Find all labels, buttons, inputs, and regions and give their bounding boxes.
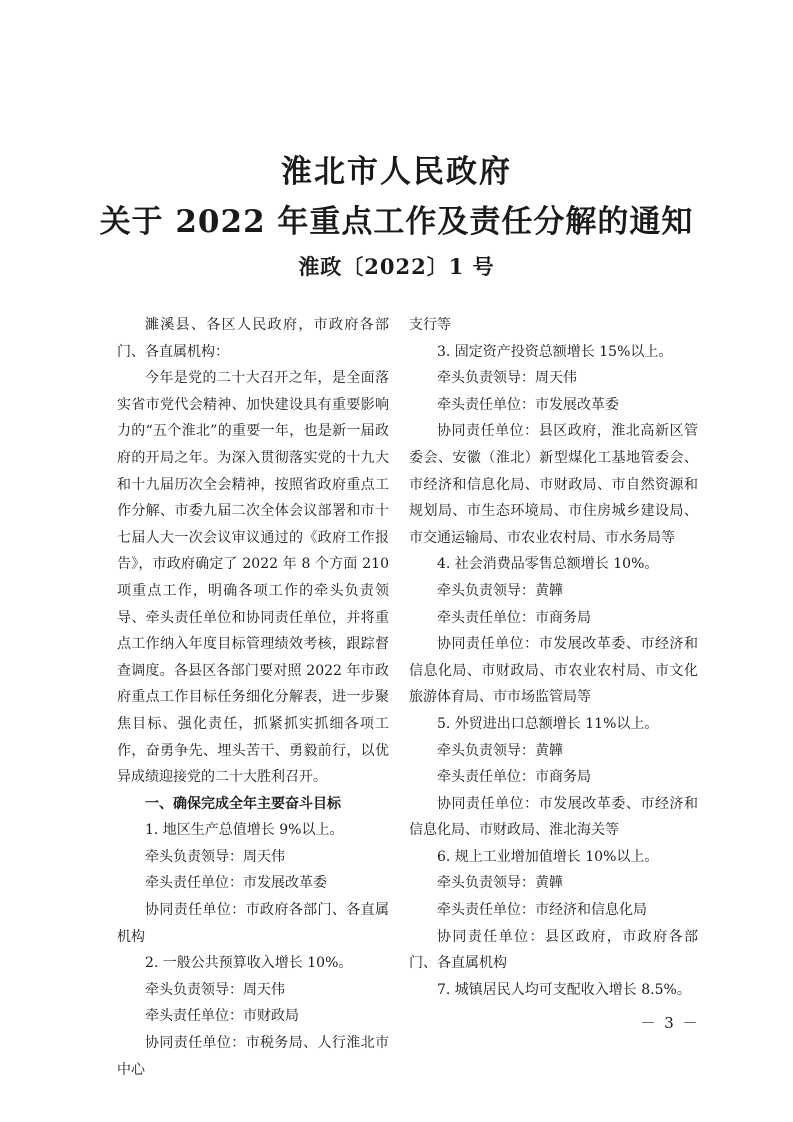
paragraph: 协同责任单位：市政府各部门、各直属机构 bbox=[117, 902, 389, 945]
paragraph: 协同责任单位：县区政府，淮北高新区管委会、安徽（淮北）新型煤化工基地管委会、市经济和信息化局、市财政局、市自然资源和规划局、市生态环境局、市住房城乡建设局、市交通运输局、市农业农村局、市水务局等 bbox=[409, 423, 698, 546]
paragraph: 牵头负责领导：周天伟 bbox=[437, 370, 577, 387]
paragraph: 协同责任单位：市发展改革委、市经济和信息化局、市财政局、市农业农村局、市文化旅游体育局、市市场监管局等 bbox=[409, 636, 698, 706]
paragraph: 牵头责任单位：市商务局 bbox=[437, 609, 591, 626]
paragraph: 5. 外贸进出口总额增长 11%以上。 bbox=[437, 715, 659, 732]
paragraph: 协同责任单位：市税务局、人行淮北市中心 bbox=[117, 1035, 389, 1078]
paragraph: 牵头责任单位：市发展改革委 bbox=[437, 396, 619, 413]
paragraph: 牵头负责领导：黄韡 bbox=[437, 582, 563, 599]
section-heading: 一、确保完成全年主要奋斗目标 bbox=[145, 795, 341, 812]
paragraph: 6. 规上工业增加值增长 10%以上。 bbox=[437, 848, 659, 865]
right-text-column bbox=[409, 312, 698, 1003]
document-title-subject: 关于 2022 年重点工作及责任分解的通知 bbox=[99, 204, 694, 240]
paragraph: 7. 城镇居民人均可支配收入增长 8.5%。 bbox=[437, 981, 691, 998]
paragraph: 1. 地区生产总值增长 9%以上。 bbox=[145, 822, 344, 839]
paragraph: 2. 一般公共预算收入增长 10%。 bbox=[145, 955, 353, 972]
paragraph: 今年是党的二十大召开之年，是全面落实省市党代会精神、加快建设具有重要影响力的“五个淮北”的重要一年，也是新一届政府的开局之年。为深入贯彻落实党的十九大和十九届历次全会精神，按照省政府重点工作分解、市委九届二次全体会议部署和市十七届人大一次会议审议通过的《政府工作报告》，市政府确定了 2022 年 8 个方面 210 项重点工作，明确各项工作的牵头负责领导、牵头责任单位和协同责任单位，并将重点工作纳入年度目标管理绩效考核，跟踪督查调度。各县区各部门要对照 2022 年市政府重点工作目标任务细化分解表，进一步聚焦目标、强化责任，抓紧抓实抓细各项工作，奋勇争先、埋头苦干、勇毅前行，以优异成绩迎接党的二十大胜利召开。 bbox=[117, 370, 389, 786]
document-number: 淮政〔2022〕1 号 bbox=[298, 254, 495, 279]
document-title-issuer: 淮北市人民政府 bbox=[281, 154, 512, 190]
paragraph: 牵头责任单位：市财政局 bbox=[145, 1008, 299, 1025]
left-text-column bbox=[117, 312, 389, 1083]
paragraph: 牵头责任单位：市发展改革委 bbox=[145, 875, 327, 892]
paragraph: 牵头责任单位：市商务局 bbox=[437, 769, 591, 786]
page-number: － 3 － bbox=[640, 1014, 700, 1032]
paragraph: 4. 社会消费品零售总额增长 10%。 bbox=[437, 556, 659, 573]
paragraph: 牵头负责领导：黄韡 bbox=[437, 875, 563, 892]
paragraph: 濉溪县、各区人民政府，市政府各部门、各直属机构： bbox=[117, 317, 389, 360]
paragraph: 牵头负责领导：周天伟 bbox=[145, 981, 285, 998]
paragraph: 牵头责任单位：市经济和信息化局 bbox=[437, 902, 647, 919]
paragraph: 协同责任单位：市发展改革委、市经济和信息化局、市财政局、淮北海关等 bbox=[409, 795, 698, 839]
paragraph: 牵头负责领导：黄韡 bbox=[437, 742, 563, 759]
paragraph: 支行等 bbox=[409, 317, 451, 333]
paragraph: 3. 固定资产投资总额增长 15%以上。 bbox=[437, 343, 673, 360]
paragraph: 牵头负责领导：周天伟 bbox=[145, 848, 285, 865]
paragraph: 协同责任单位：县区政府，市政府各部门、各直属机构 bbox=[409, 928, 698, 972]
